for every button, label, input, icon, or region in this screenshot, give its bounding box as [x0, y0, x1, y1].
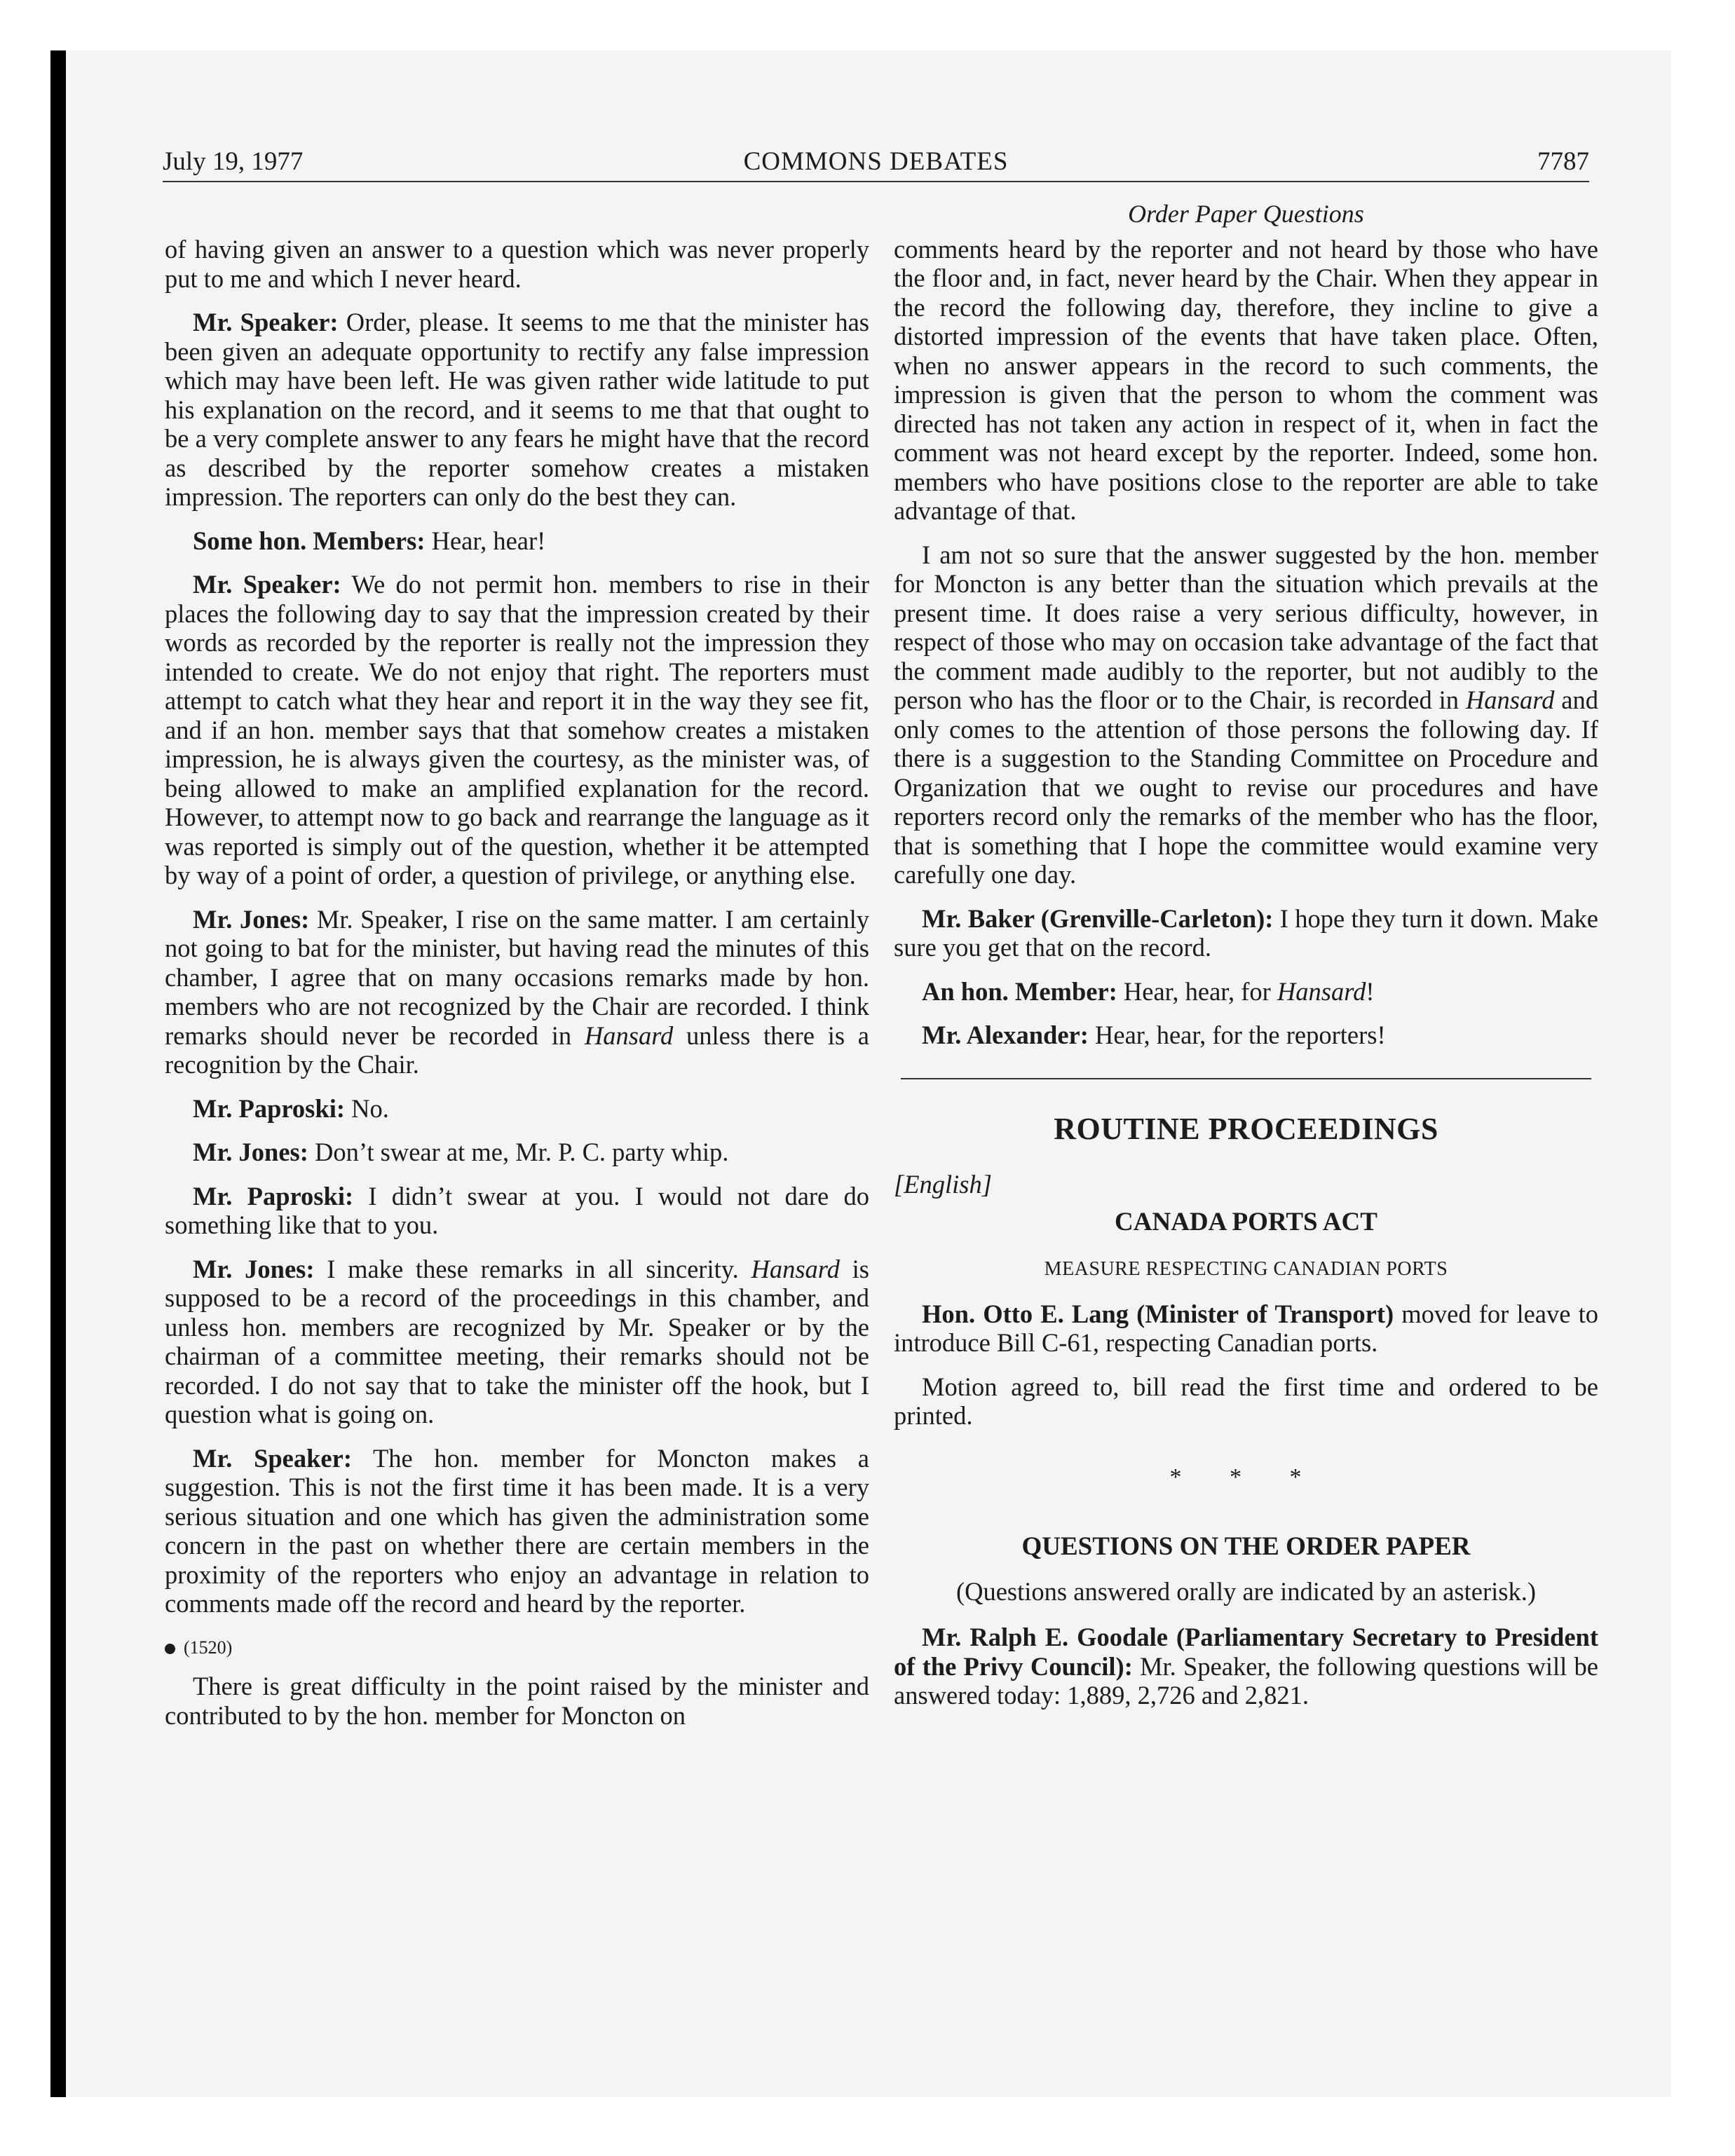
speaker-name: Mr. Ralph E. Goodale (Parliamentary Secretary to President of the Privy Council):	[894, 1623, 1598, 1681]
paragraph: There is great difficulty in the point raised by the minister and contributed to by the hon. member for Moncton on	[165, 1672, 869, 1730]
time-marker-text: (1520)	[184, 1637, 233, 1658]
speaker-name: An hon. Member:	[922, 976, 1117, 1006]
italic-text: Hansard	[1277, 976, 1366, 1006]
left-column	[165, 235, 869, 1745]
speech-text: Mr. Speaker, I rise on the same matter. I am certainly not going to bat for the minister, but having read the minutes of this chamber, I agree that on many occasions remarks made by hon. members who are not recognized by the Chair are recorded. I think remarks should never be recorded in	[165, 904, 869, 1050]
paragraph	[165, 1255, 869, 1429]
speech-text: Mr. Speaker, the following questions will be answered today: 1,889, 2,726 and 2,821.	[894, 1651, 1598, 1710]
right-column	[894, 200, 1598, 1725]
speech-text: moved for leave to introduce Bill C-61, respecting Canadian ports.	[894, 1299, 1598, 1357]
header-page-number: 7787	[1537, 147, 1589, 176]
paragraph	[165, 526, 869, 556]
speaker-name: Mr. Jones:	[193, 904, 310, 934]
speech-text: We do not permit hon. members to rise in their places the following day to say that the impression created by their words as recorded by the reporter is really not the impression they intended to create. We do not enjoy that right. The reporters must attempt to catch what they hear and report it in the way they see fit, and if an hon. member says that that somehow creates a mistaken impression, he is always given the courtesy, as the minister was, of being allowed to make an amplified explanation for the record. However, to attempt now to go back and rearrange the language as it was reported is simply out of the question, whether it be attempted by way of a point of order, a question of privilege, or anything else.	[165, 570, 869, 889]
bullet-icon	[165, 1644, 175, 1654]
speech-text: is supposed to be a record of the proceedings in this chamber, and unless hon. members are recognized by Mr. Speaker or by the chairman of a committee meeting, their remarks should not be recorded. I do not say that to take the minister off the hook, but I question what is going on.	[165, 1254, 869, 1428]
speech-text: unless there is a recognition by the Chair.	[165, 1021, 869, 1079]
bill-subtitle: MEASURE RESPECTING CANADIAN PORTS	[1044, 1258, 1448, 1280]
language-tag: [English]	[894, 1170, 992, 1199]
speech-text: !	[1366, 976, 1375, 1006]
speaker-name: Hon. Otto E. Lang (Minister of Transport)	[922, 1299, 1394, 1328]
italic-text: Hansard	[1465, 685, 1555, 714]
speaker-name: Mr. Speaker:	[193, 1443, 352, 1473]
paragraph	[165, 905, 869, 1079]
speech-text: I didn’t swear at you. I would not dare do something like that to you.	[165, 1181, 869, 1239]
speech-text: No.	[345, 1093, 389, 1123]
speaker-name: Mr. Jones:	[193, 1254, 315, 1283]
speaker-name: Mr. Paproski:	[193, 1093, 345, 1123]
page-header	[163, 137, 1589, 182]
section-title: ROUTINE PROCEEDINGS	[1054, 1111, 1438, 1146]
speech-text: The hon. member for Moncton makes a suggestion. This is not the first time it has been made. It is a very serious situation and one which has given the administration some concern in the past on whether there are certain members in the proximity of the reporters who enjoy an advantage in relation to comments made off the record and heard by the reporter.	[165, 1443, 869, 1618]
paragraph	[894, 1021, 1598, 1050]
running-head: Order Paper Questions	[1128, 200, 1364, 228]
speaker-name: Mr. Speaker:	[193, 570, 341, 599]
speech-text: Hear, hear!	[425, 526, 546, 555]
speaker-name: Mr. Speaker:	[193, 308, 339, 336]
speech-text: Don’t swear at me, Mr. P. C. party whip.	[308, 1138, 729, 1166]
italic-text: Hansard	[751, 1254, 840, 1283]
paragraph	[894, 977, 1598, 1007]
speech-text: Hear, hear, for the reporters!	[1088, 1021, 1386, 1049]
speech-text: Hear, hear, for	[1117, 976, 1277, 1006]
scan-edge-bar	[50, 50, 66, 2097]
speaker-name: Mr. Alexander:	[922, 1021, 1089, 1049]
paragraph	[894, 1299, 1598, 1358]
paragraph	[165, 1138, 869, 1167]
paragraph	[894, 1623, 1598, 1710]
paragraph	[894, 904, 1598, 962]
time-marker	[165, 1633, 869, 1663]
paragraph: Motion agreed to, bill read the first time and ordered to be printed.	[894, 1372, 1598, 1430]
paragraph: comments heard by the reporter and not heard by those who have the floor and, in fact, never heard by the Chair. When they appear in the record the following day, therefore, they incline to give a distorted impression of the events that have taken place. Often, when no answer appears in the record to such comments, the impression is given that the person to whom the comment was directed has not taken any action in respect of it, when in fact the comment was not heard except by the reporter. Indeed, some hon. members who have positions close to the reporter are able to take advantage of that.	[894, 234, 1598, 525]
paragraph	[165, 1182, 869, 1240]
bill-title: CANADA PORTS ACT	[1115, 1207, 1377, 1236]
paragraph: of having given an answer to a question which was never properly put to me and which I never heard.	[165, 235, 869, 293]
speech-text: and only comes to the attention of those persons the following day. If there is a suggestion to the Standing Committee on Procedure and Organization that we ought to revise our procedures and have reporters record only the remarks of the member who has the floor, that is something that I hope the committee would examine very carefully one day.	[894, 685, 1598, 889]
questions-title: QUESTIONS ON THE ORDER PAPER	[1021, 1532, 1471, 1561]
asterisk-separator: * * *	[1169, 1464, 1323, 1490]
speech-text: I am not so sure that the answer suggested by the hon. member for Moncton is any better than the situation which prevails at the present time. It does raise a very serious difficulty, however, in respect of those who may on occasion take advantage of the fact that the comment made audibly to the reporter, but not audibly to the person who has the floor or to the Chair, is recorded in	[894, 540, 1598, 714]
section-divider	[901, 1078, 1591, 1079]
questions-note: (Questions answered orally are indicated by an asterisk.)	[955, 1576, 1537, 1606]
speech-text: I make these remarks in all sincerity.	[314, 1254, 751, 1283]
speaker-name: Mr. Paproski:	[193, 1181, 354, 1210]
paragraph	[165, 570, 869, 890]
header-date: July 19, 1977	[163, 147, 304, 176]
italic-text: Hansard	[584, 1021, 674, 1050]
speaker-name: Some hon. Members:	[193, 526, 426, 555]
paragraph	[894, 540, 1598, 889]
header-publication: COMMONS DEBATES	[743, 147, 1009, 176]
speaker-name: Mr. Baker (Grenville-Carleton):	[922, 903, 1274, 933]
paragraph	[165, 308, 869, 512]
paragraph	[165, 1444, 869, 1618]
speech-text: Order, please. It seems to me that the minister has been given an adequate opportunity to rectify any false impression which may have been left. He was given rather wide latitude to put his explanation on the record, and it seems to me that that ought to be a very complete answer to any fears he might have that the record as described by the reporter somehow creates a mistaken impression. The reporters can only do the best they can.	[165, 308, 869, 511]
speech-text: I hope they turn it down. Make sure you get that on the record.	[894, 903, 1598, 962]
paragraph	[165, 1094, 869, 1124]
speaker-name: Mr. Jones:	[193, 1138, 308, 1166]
